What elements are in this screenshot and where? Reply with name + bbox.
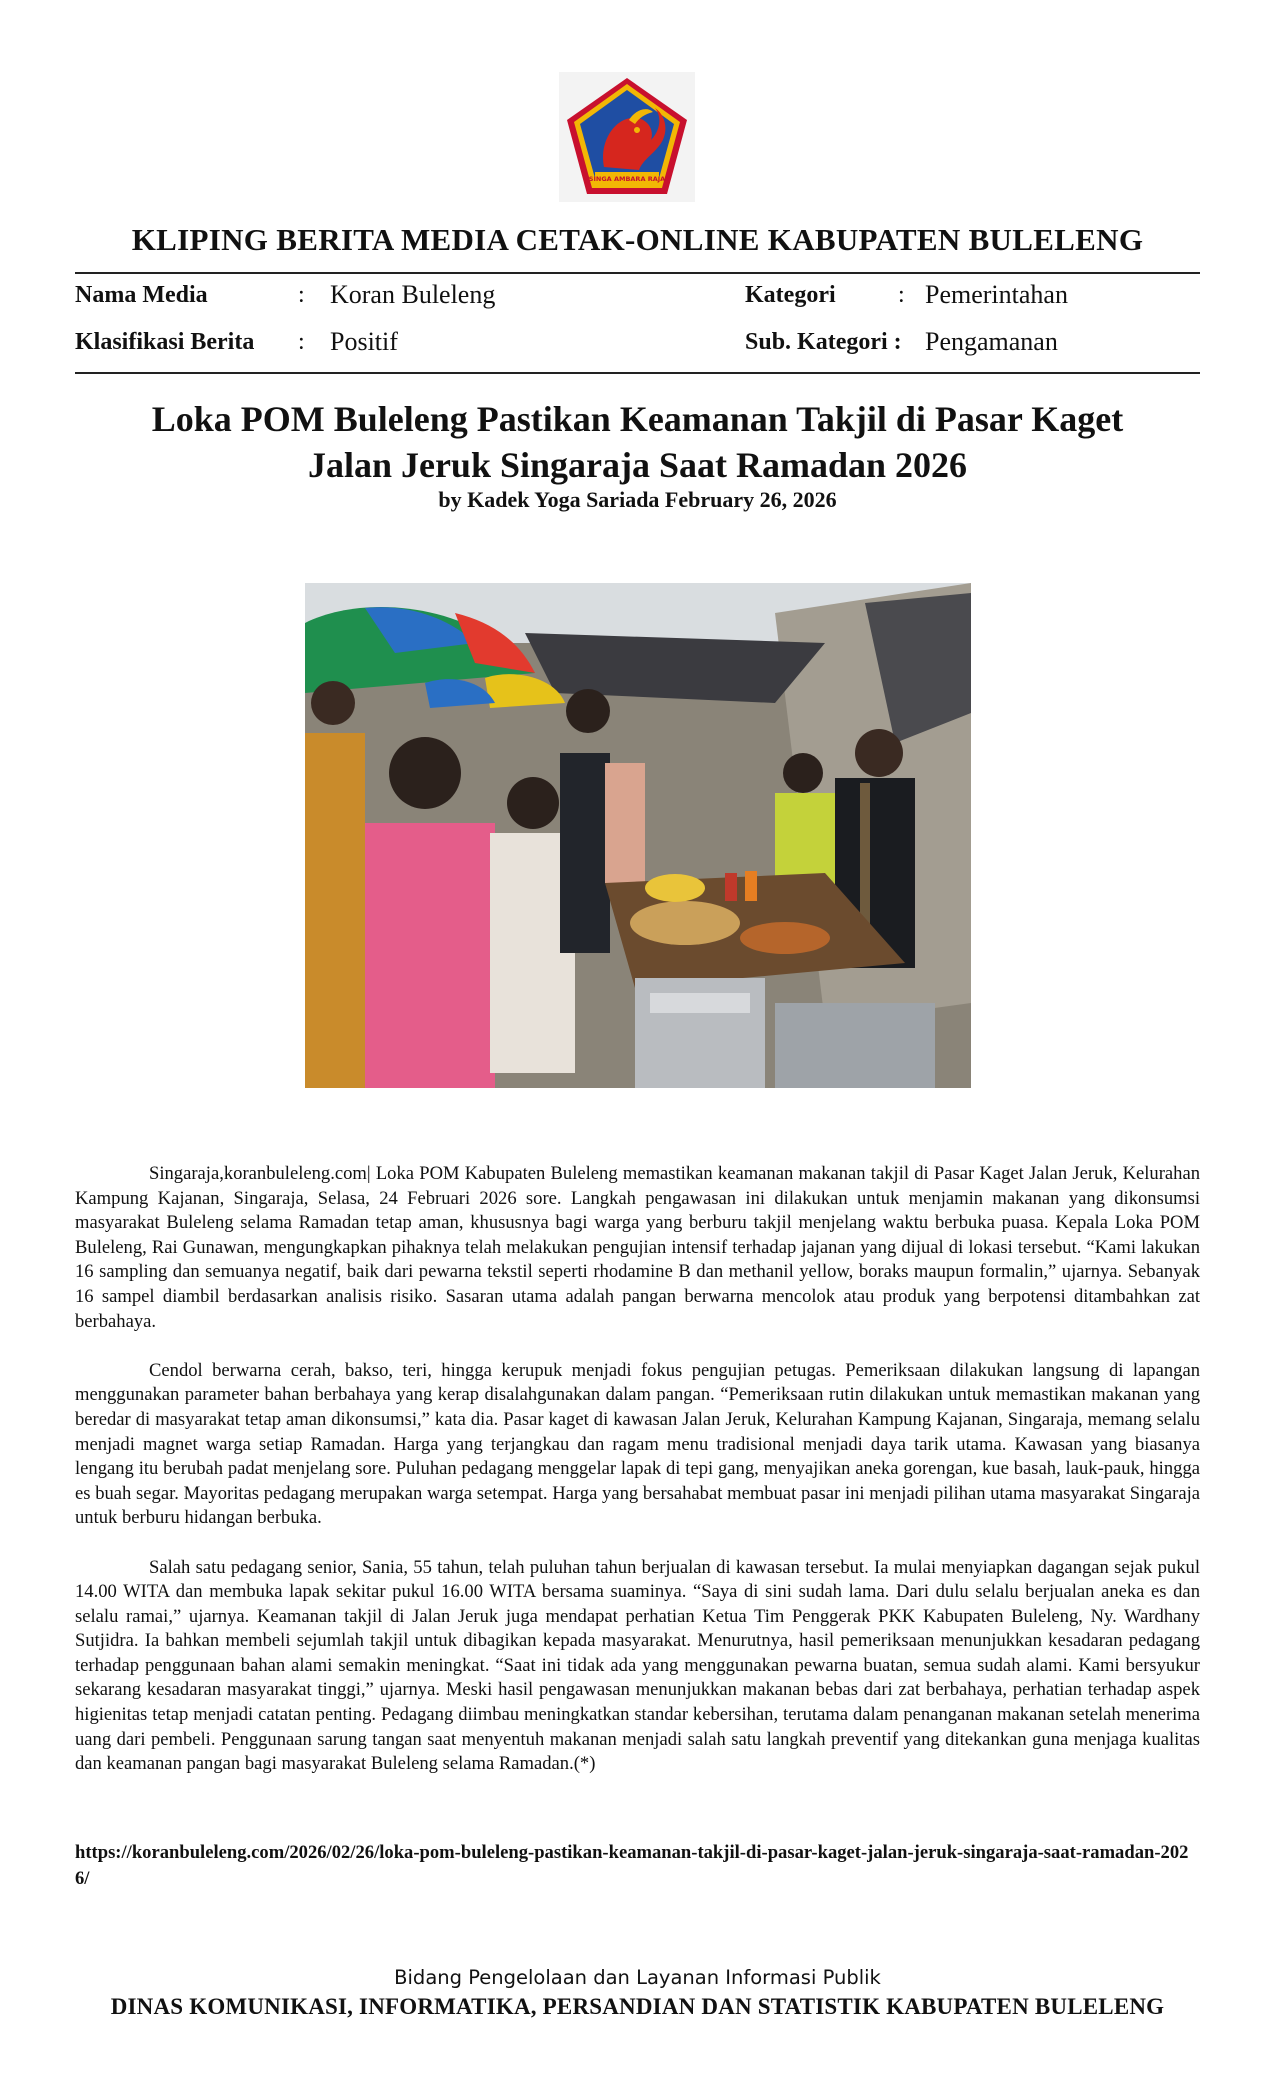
bottom-divider xyxy=(75,372,1200,374)
article-title-line2: Jalan Jeruk Singaraja Saat Ramadan 2026 xyxy=(307,445,968,485)
article-paragraph: Cendol berwarna cerah, bakso, teri, hingga kerupuk menjadi fokus pengujian petugas. Pemeriksaan dilakukan langsung di lapangan menggunakan parameter bahan berbahaya yang kerap disalahgunakan dalam pangan. “Pemeriksaan rutin dilakukan untuk memastikan makanan yang beredar di masyarakat tetap aman dikonsumsi,” kata dia. Pasar kaget di kawasan Jalan Jeruk, Kelurahan Kampung Kajanan, Singaraja, memang selalu menjadi magnet warga setiap Ramadan. Harga yang terjangkau dan ragam menu tradisional menjadi daya tarik utama. Kawasan yang biasanya lengang itu berubah padat menjelang sore. Puluhan pedagang menggelar lapak di tepi gang, menyajikan aneka gorengan, kue basah, lauk-pauk, hingga es buah segar. Mayoritas pedagang merupakan warga setempat. Harga yang bersahabat membuat pasar ini menjadi pilihan utama masyarakat Singaraja untuk berburu hidangan berbuka. xyxy=(75,1359,1200,1529)
top-divider xyxy=(75,272,1200,274)
kategori-colon: : xyxy=(898,282,905,308)
subkategori-label: Sub. Kategori : xyxy=(745,329,902,355)
footer-department: Bidang Pengelolaan dan Layanan Informasi Publik xyxy=(394,1966,881,1989)
media-value: Koran Buleleng xyxy=(330,280,496,309)
klasifikasi-value: Positif xyxy=(330,327,398,356)
article-title xyxy=(100,396,1175,488)
kategori-label: Kategori xyxy=(745,282,836,308)
footer-agency: DINAS KOMUNIKASI, INFORMATIKA, PERSANDIAN DAN STATISTIK KABUPATEN BULELENG xyxy=(110,1994,1165,2019)
buleleng-crest-logo xyxy=(559,72,695,202)
article-paragraph: Singaraja,koranbuleleng.com| Loka POM Kabupaten Buleleng memastikan keamanan makanan takjil di Pasar Kaget Jalan Jeruk, Kelurahan Kampung Kajanan, Singaraja, Selasa, 24 Februari 2026 sore. Langkah pengawasan ini dilakukan untuk menjamin makanan yang dikonsumsi masyarakat Buleleng selama Ramadan tetap aman, khususnya bagi warga yang berburu takjil menjelang waktu berbuka puasa. Kepala Loka POM Buleleng, Rai Gunawan, mengungkapkan pihaknya telah melakukan pengujian intensif terhadap jajanan yang dijual di lokasi tersebut. “Kami lakukan 16 sampling dan semuanya negatif, baik dari pewarna tekstil seperti rhodamine B dan methanil yellow, boraks maupun formalin,” ujarnya. Sebanyak 16 sampel diambil berdasarkan analisis risiko. Sasaran utama adalah pangan berwarna mencolok atau produk yang berpotensi ditambahkan zat berbahaya. xyxy=(75,1163,1200,1332)
source-url-link[interactable]: https://koranbuleleng.com/2026/02/26/loka-pom-buleleng-pastikan-keamanan-takjil-di-pasar-kaget-jalan-jeruk-singaraja-saat-ramadan-2026/ xyxy=(75,1842,1189,1889)
document-heading: KLIPING BERITA MEDIA CETAK-ONLINE KABUPATEN BULELENG xyxy=(131,222,1144,257)
klasifikasi-label: Klasifikasi Berita xyxy=(75,329,255,355)
article-paragraph: Salah satu pedagang senior, Sania, 55 tahun, telah puluhan tahun berjualan di kawasan tersebut. Ia mulai menyiapkan dagangan sejak pukul 14.00 WITA dan membuka lapak sekitar pukul 16.00 WITA bersama suaminya. “Saya di sini sudah lama. Dari dulu selalu berjualan aneka es dan selalu ramai,” ujarnya. Keamanan takjil di Jalan Jeruk juga mendapat perhatian Ketua Tim Penggerak PKK Kabupaten Buleleng, Ny. Wardhany Sutjidra. Ia bahkan membeli sejumlah takjil untuk dibagikan kepada masyarakat. Menurutnya, hasil pemeriksaan menunjukkan kesadaran pedagang terhadap penggunaan bahan alami semakin meningkat. “Saat ini tidak ada yang menggunakan pewarna buatan, semua sudah alami. Kami bersyukur sekarang kesadaran masyarakat tinggi,” ujarnya. Meski hasil pengawasan menunjukkan makanan bebas dari zat berbahaya, perhatian terhadap aspek higienitas tetap menjadi catatan penting. Pedagang diimbau meningkatkan standar kebersihan, terutama dalam penanganan makanan setelah menerima uang dari pembeli. Penggunaan sarung tangan saat menyentuh makanan menjadi salah satu langkah preventif yang ditekankan guna menjaga kualitas dan keamanan pangan bagi masyarakat Buleleng selama Ramadan.(*) xyxy=(75,1556,1200,1775)
media-colon: : xyxy=(298,282,305,308)
klasifikasi-colon: : xyxy=(298,329,305,355)
kategori-value: Pemerintahan xyxy=(925,280,1068,309)
article-title-line1: Loka POM Buleleng Pastikan Keamanan Takjil di Pasar Kaget xyxy=(151,399,1124,439)
logo-motto: SINGA AMBARA RAJA xyxy=(588,175,666,183)
media-label: Nama Media xyxy=(75,282,208,308)
article-photo xyxy=(305,583,971,1088)
article-byline: by Kadek Yoga Sariada February 26, 2026 xyxy=(438,487,837,512)
subkategori-value: Pengamanan xyxy=(925,327,1058,356)
article-body xyxy=(75,1162,1200,1801)
